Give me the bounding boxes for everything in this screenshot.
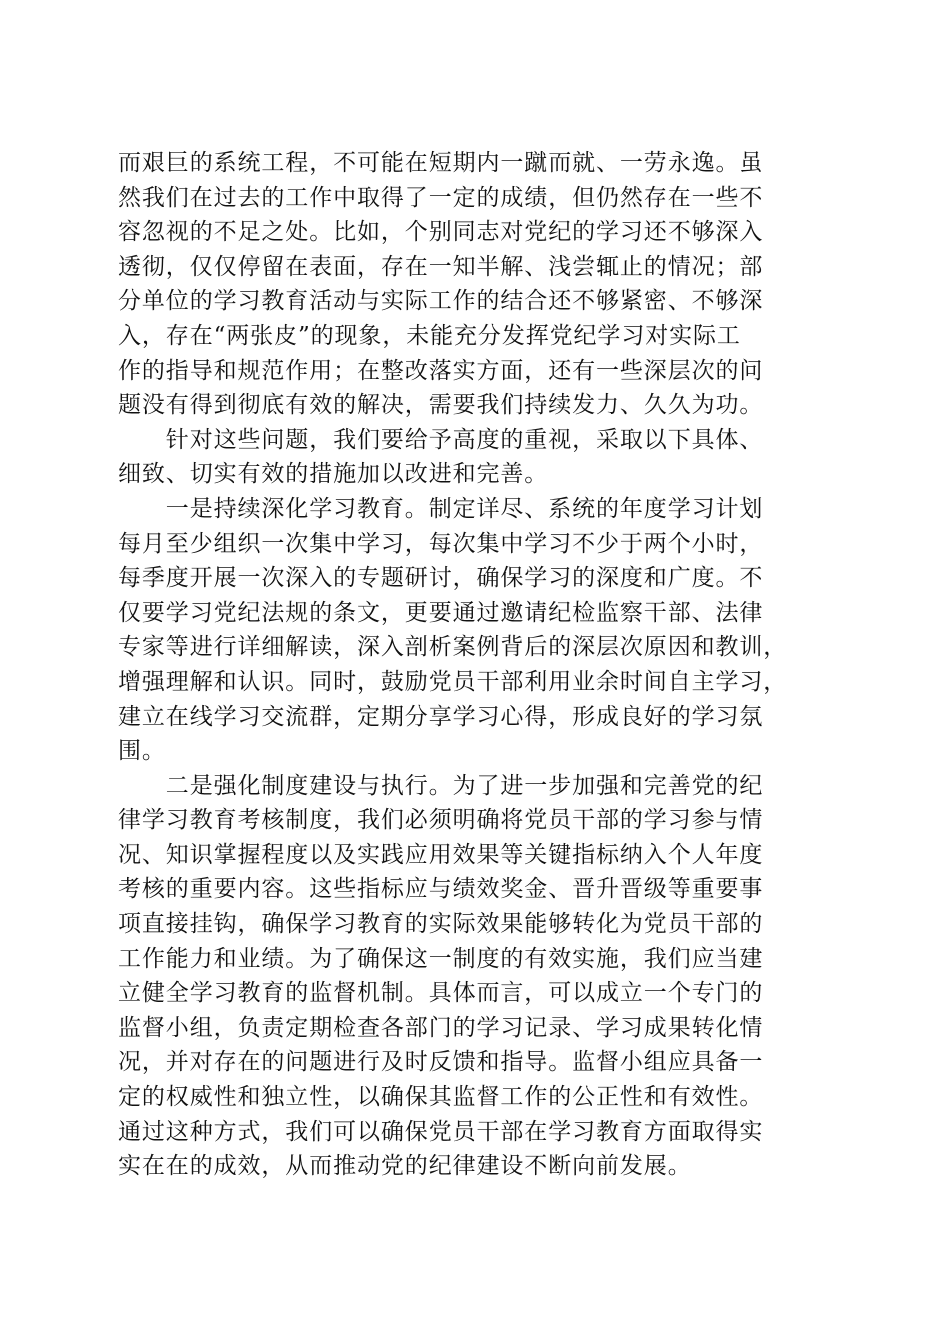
text-line: 立健全学习教育的监督机制。具体而言，可以成立一个专门的: [118, 980, 764, 1007]
text-line: 一是持续深化学习教育。制定详尽、系统的年度学习计划: [118, 495, 764, 522]
text-line: 每季度开展一次深入的专题研讨，确保学习的深度和广度。不: [118, 565, 764, 592]
text-line: 增强理解和认识。同时，鼓励党员干部利用业余时间自主学习，: [118, 668, 788, 695]
text-line: 入，存在“两张皮”的现象，未能充分发挥党纪学习对实际工: [118, 322, 741, 349]
text-line: 细致、切实有效的措施加以改进和完善。: [118, 461, 549, 488]
text-line: 监督小组，负责定期检查各部门的学习记录、学习成果转化情: [118, 1014, 764, 1041]
text-line: 容忽视的不足之处。比如，个别同志对党纪的学习还不够深入: [118, 219, 764, 246]
text-line: 作的指导和规范作用；在整改落实方面，还有一些深层次的问: [118, 357, 764, 384]
body-text: [118, 146, 834, 1184]
text-line: 针对这些问题，我们要给予高度的重视，采取以下具体、: [118, 426, 764, 453]
text-line: 仅要学习党纪法规的条文，更要通过邀请纪检监察干部、法律: [118, 599, 764, 626]
text-line: 专家等进行详细解读，深入剖析案例背后的深层次原因和教训，: [118, 634, 788, 661]
text-line: 分单位的学习教育活动与实际工作的结合还不够紧密、不够深: [118, 288, 764, 315]
text-line: 工作能力和业绩。为了确保这一制度的有效实施，我们应当建: [118, 945, 764, 972]
text-line: 项直接挂钩，确保学习教育的实际效果能够转化为党员干部的: [118, 911, 764, 938]
text-line: 定的权威性和独立性，以确保其监督工作的公正性和有效性。: [118, 1084, 764, 1111]
text-line: 透彻，仅仅停留在表面，存在一知半解、浅尝辄止的情况；部: [118, 253, 764, 280]
text-line: 而艰巨的系统工程，不可能在短期内一蹴而就、一劳永逸。虽: [118, 150, 764, 176]
text-line: 题没有得到彻底有效的解决，需要我们持续发力、久久为功。: [118, 392, 764, 419]
text-line: 考核的重要内容。这些指标应与绩效奖金、晋升晋级等重要事: [118, 876, 764, 903]
text-line: 通过这种方式，我们可以确保党员干部在学习教育方面取得实: [118, 1118, 764, 1145]
text-line: 况、知识掌握程度以及实践应用效果等关键指标纳入个人年度: [118, 841, 764, 868]
text-line: 每月至少组织一次集中学习，每次集中学习不少于两个小时，: [118, 530, 764, 557]
text-line: 况，并对存在的问题进行及时反馈和指导。监督小组应具备一: [118, 1049, 764, 1076]
text-line: 建立在线学习交流群，定期分享学习心得，形成良好的学习氛: [118, 703, 764, 730]
text-line: 实在在的成效，从而推动党的纪律建设不断向前发展。: [118, 1153, 692, 1180]
text-line: 围。: [118, 738, 166, 765]
text-line: 律学习教育考核制度，我们必须明确将党员干部的学习参与情: [118, 807, 764, 834]
text-line: 然我们在过去的工作中取得了一定的成绩，但仍然存在一些不: [118, 184, 764, 211]
text-line: 二是强化制度建设与执行。为了进一步加强和完善党的纪: [118, 772, 764, 799]
